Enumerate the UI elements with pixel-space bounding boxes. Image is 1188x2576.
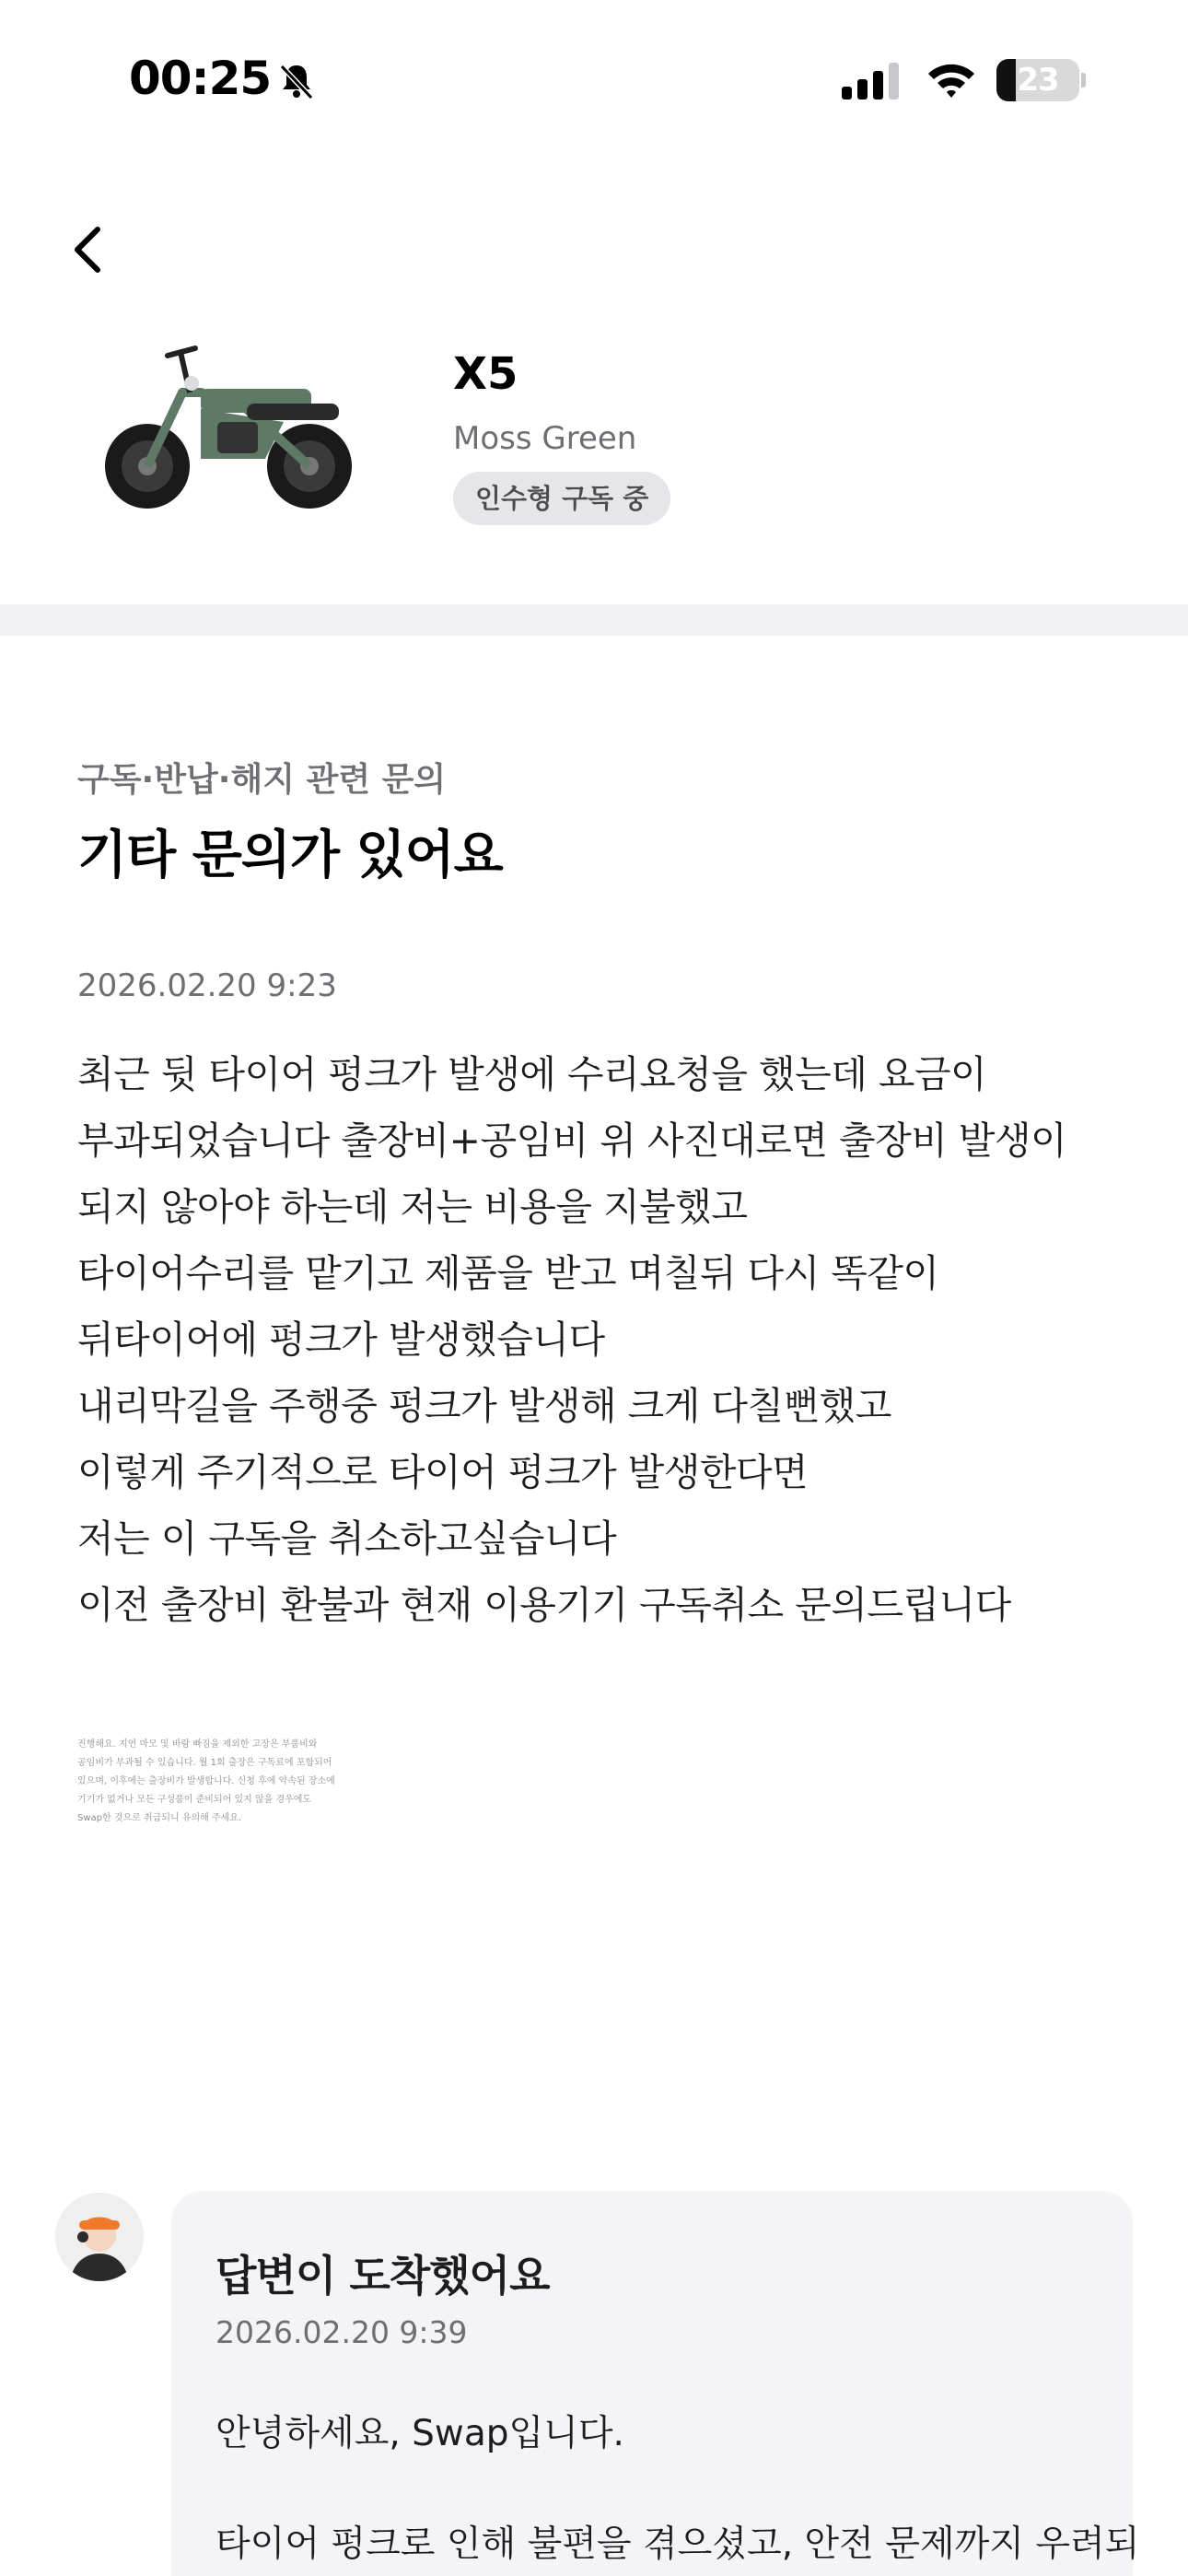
attachment-text: 공임비가 부과될 수 있습니다. 월 1회 출장은 구독료에 포함되어 [77, 1758, 332, 1768]
reply-date: 2026.02.20 9:39 [215, 2314, 468, 2350]
cellular-signal-icon [840, 63, 903, 100]
inquiry-line: 이전 출장비 환불과 현재 이용기기 구독취소 문의드립니다 [77, 1583, 1011, 1627]
inquiry-line: 최근 뒷 타이어 펑크가 발생에 수리요청을 했는데 요금이 [77, 1052, 987, 1096]
status-time: 00:25 [129, 52, 272, 105]
chevron-left-icon [70, 224, 107, 275]
back-button[interactable] [61, 217, 116, 282]
moss-green-ebike-image [99, 337, 361, 521]
wifi-icon [925, 59, 978, 100]
inquiry-line: 타이어수리를 맡기고 제품을 받고 며칠뒤 다시 똑같이 [77, 1251, 939, 1295]
inquiry-category: 구독·반납·해지 관련 문의 [77, 761, 447, 799]
inquiry-line: 뒤타이어에 펑크가 발생했습니다 [77, 1317, 605, 1362]
inquiry-line: 내리막길을 주행중 펑크가 발생해 크게 다칠뻔했고 [77, 1384, 891, 1428]
battery-indicator [996, 59, 1085, 101]
inquiry-line: 부과되었습니다 출장비+공임비 위 사진대로면 출장비 발생이 [77, 1118, 1067, 1163]
reply-title: 답변이 도착했어요 [215, 2251, 550, 2301]
inquiry-title: 기타 문의가 있어요 [77, 825, 503, 885]
inquiry-line: 되지 않아야 하는데 저는 비용을 지불했고 [77, 1185, 748, 1229]
attachment-text: 기기가 없거나 모든 구성품이 준비되어 있지 않을 경우에도 [77, 1795, 312, 1805]
bell-slash-icon [276, 61, 317, 101]
status-bar [0, 0, 1188, 166]
status-badge: 인수형 구독 중 [453, 472, 670, 525]
attachment-text: 있으며, 이후에는 출장비가 발생합니다. 신청 후에 약속된 장소에 [77, 1776, 335, 1786]
product-color: Moss Green [453, 420, 637, 457]
attachment-text: Swap한 것으로 취급되니 유의해 주세요. [77, 1813, 242, 1823]
reply-card [171, 2191, 1140, 2576]
battery-level: 23 [1017, 62, 1059, 99]
inquiry-body [77, 1041, 1127, 1638]
attached-image[interactable] [77, 1736, 372, 1832]
section-divider [0, 604, 1188, 636]
support-agent-avatar [55, 2193, 144, 2281]
inquiry-date: 2026.02.20 9:23 [77, 967, 337, 1004]
reply-text: 타이어 펑크로 인해 불편을 겪으셨고, 안전 문제까지 우려되 [215, 2523, 1140, 2565]
inquiry-line: 이렇게 주기적으로 타이어 펑크가 발생한다면 [77, 1450, 809, 1494]
reply-greeting: 안녕하세요, Swap입니다. [215, 2413, 624, 2454]
product-name: X5 [453, 348, 518, 400]
attachment-text: 진행해요. 지연 마모 및 바람 빠짐을 제외한 고장은 부품비와 [77, 1739, 318, 1750]
inquiry-line: 저는 이 구독을 취소하고싶습니다 [77, 1516, 617, 1561]
